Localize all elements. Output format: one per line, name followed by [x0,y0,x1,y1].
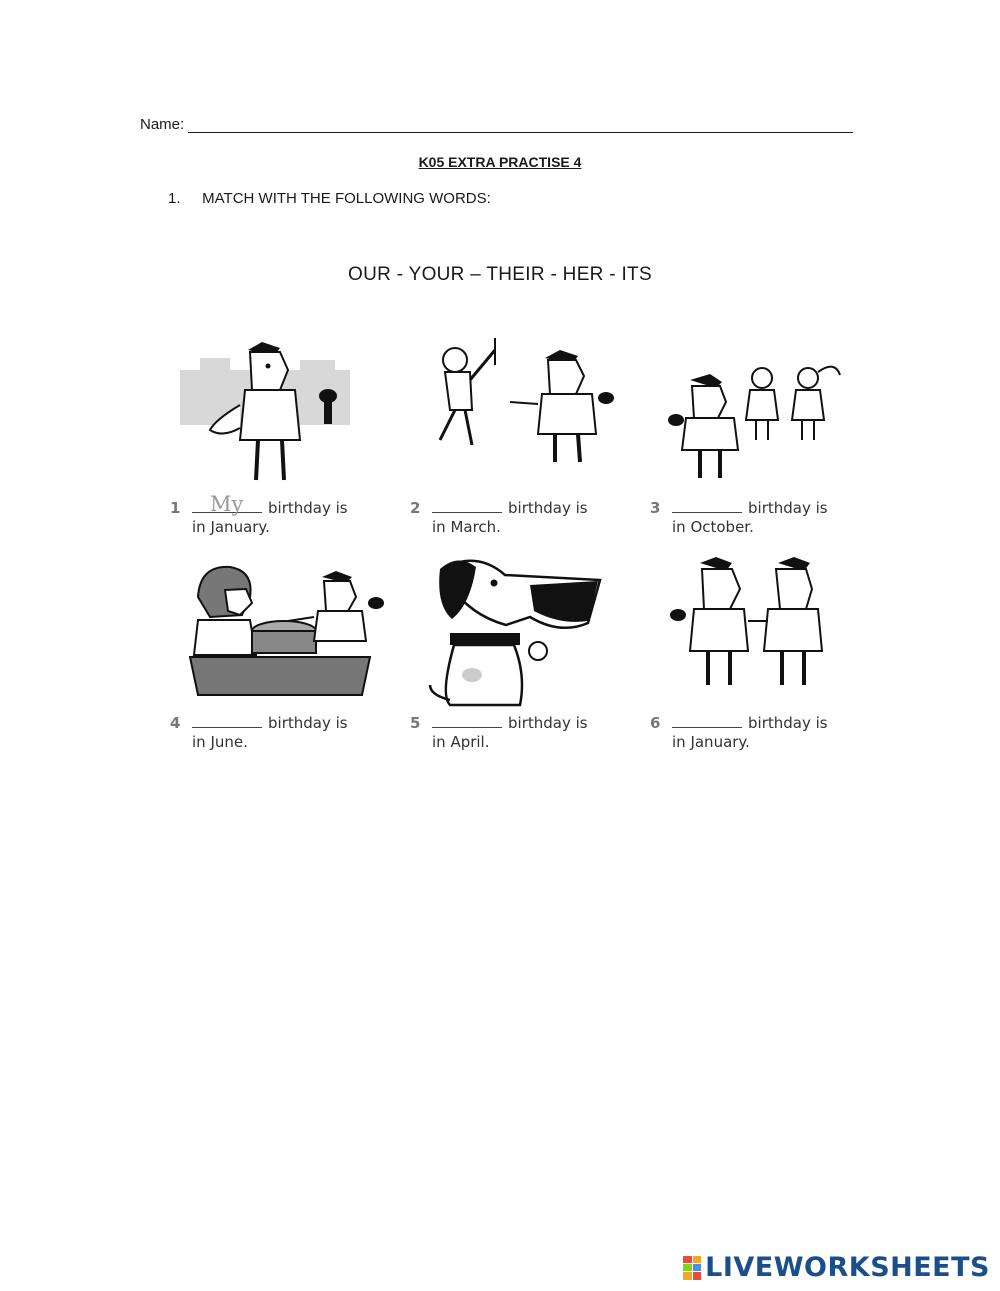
exercise-number: 2 [410,499,421,517]
name-blank-line[interactable] [188,118,853,133]
answer-blank[interactable] [432,713,502,728]
exercise-1-caption [170,492,400,537]
exercise-3-caption [650,498,880,537]
answer-blank[interactable] [192,713,262,728]
exercise-number: 4 [170,714,181,732]
logo-text: LIVEWORKSHEETS [705,1252,990,1283]
exercise-number: 1 [170,499,181,517]
exercise-6-caption [650,713,880,752]
worksheet-title: K05 EXTRA PRACTISE 4 [418,154,582,170]
logo-blocks-icon [683,1256,701,1280]
sentence-end: in June. [192,733,248,751]
name-field[interactable] [140,116,853,133]
exercise-number: 3 [650,499,661,517]
exercise-6 [650,545,880,760]
answer-blank[interactable] [672,498,742,513]
answer-blank[interactable] [672,713,742,728]
answer-blank[interactable] [192,492,262,516]
sentence-part: birthday is [508,499,588,517]
exercise-1 [170,330,400,545]
sentence-part: birthday is [748,499,828,517]
woman-cutting-cake-illustration [170,545,400,710]
sentence-part: birthday is [268,499,348,517]
exercise-5-caption [410,713,640,752]
instruction-text: MATCH WITH THE FOLLOWING WORDS: [202,190,491,207]
sentence-end: in October. [672,518,754,536]
answer-blank[interactable] [432,498,502,513]
exercise-5 [410,545,640,760]
instruction [168,190,491,207]
sentence-end: in January. [192,518,270,536]
exercise-number: 5 [410,714,421,732]
name-label: Name: [140,116,185,133]
dog-illustration [410,545,640,710]
handwritten-answer: My [210,492,244,516]
exercise-4-caption [170,713,400,752]
boy-with-two-girls-illustration [650,330,880,495]
sentence-end: in April. [432,733,490,751]
boy-with-microphone-illustration [170,330,400,495]
instruction-number: 1. [168,190,181,207]
sentence-end: in March. [432,518,501,536]
two-boys-illustration [650,545,880,710]
sentence-end: in January. [672,733,750,751]
exercise-number: 6 [650,714,661,732]
sentence-part: birthday is [508,714,588,732]
sentence-part: birthday is [748,714,828,732]
boy-pointing-at-old-man-illustration [410,330,640,495]
exercise-2-caption [410,498,640,537]
exercise-3 [650,330,880,545]
sentence-part: birthday is [268,714,348,732]
word-bank: OUR - YOUR – THEIR - HER - ITS [348,264,652,285]
liveworksheets-logo[interactable] [683,1252,990,1283]
exercise-2 [410,330,640,545]
exercise-4 [170,545,400,760]
